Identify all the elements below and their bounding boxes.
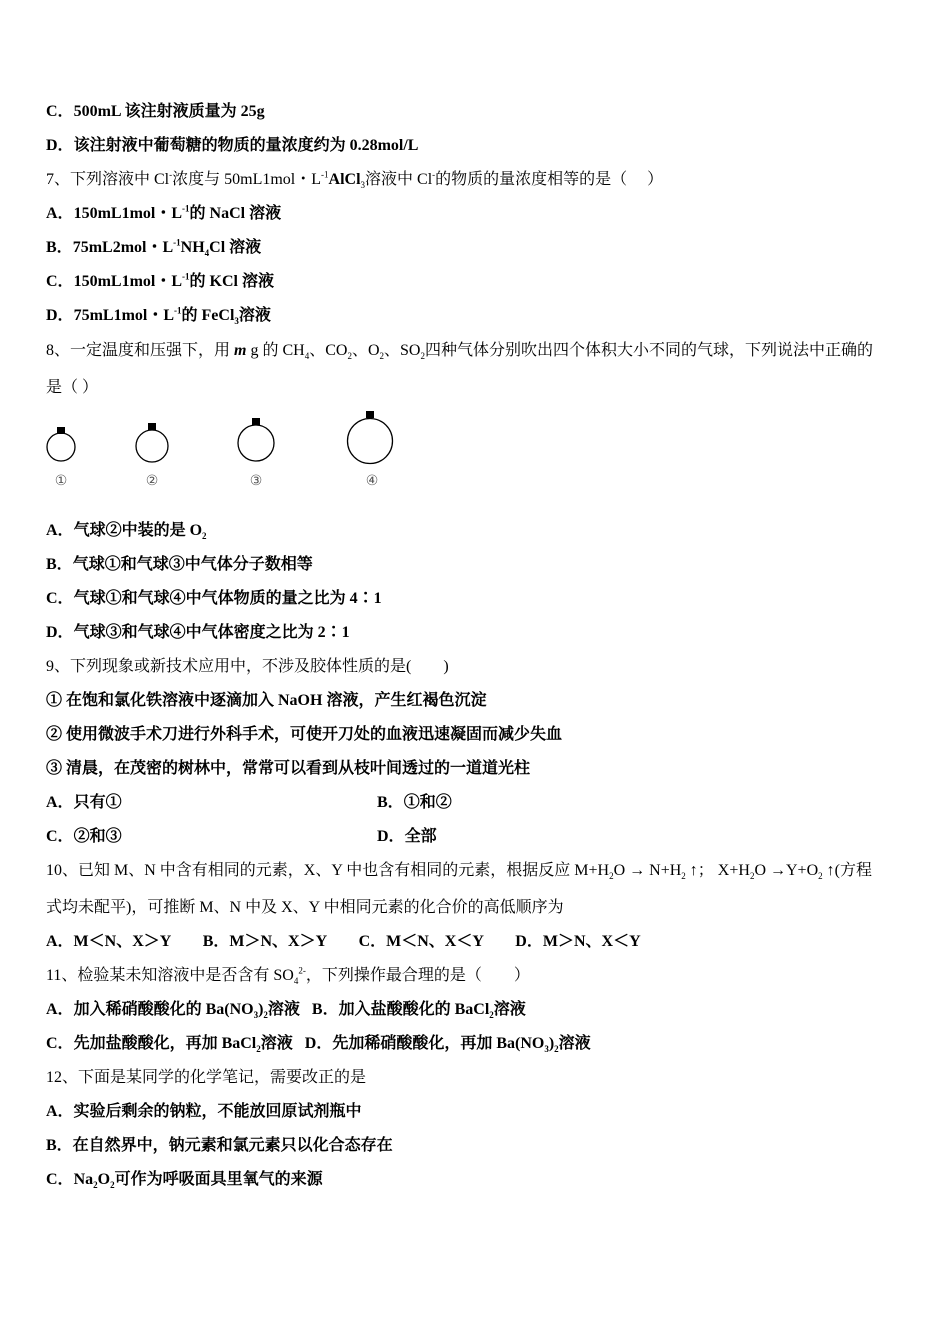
q7-option-a: A．150mL1mol・$L^{-1}$的 NaCl 溶液 xyxy=(46,203,282,222)
q12-option-b: B．在自然界中，钠元素和氯元素只以化合态存在 xyxy=(46,1137,393,1154)
q8-stem-line2: 是（ ） xyxy=(46,379,99,396)
q7-option-c: C．150mL1mol・$L^{-1}$的 KCl 溶液 xyxy=(46,271,274,290)
q9-option-a: A．只有① xyxy=(46,794,122,811)
q7-option-b: B．75mL2mol・$L^{-1}NH_4Cl$ 溶液 xyxy=(46,237,262,259)
q9-stem: 9、下列现象或新技术应用中，不涉及胶体性质的是( ) xyxy=(46,658,449,675)
q8-option-c: C．气球①和气球④中气体物质的量之比为 4∶1 xyxy=(46,590,382,607)
q9-option-c: C．②和③ xyxy=(46,828,122,845)
q11-option-a: A．加入稀硝酸酸化的 $Ba(NO_3)_2$溶液 xyxy=(46,1001,300,1021)
q9-item-1: ① 在饱和氯化铁溶液中逐滴加入 NaOH 溶液，产生红褐色沉淀 xyxy=(46,692,487,709)
q11-stem: 11、检验某未知溶液中是否含有 $SO_4^{2-}$，下列操作最合理的是（ ） xyxy=(46,965,530,987)
balloon-2-label: ② xyxy=(145,473,159,489)
q10-stem: 10、已知 M、N 中含有相同的元素，X、Y 中也含有相同的元素，根据反应 $M+H_2O \to N+H_2$ ↑； $X+H_2O \to Y+O_2$ ↑(方程 xyxy=(46,862,872,882)
q11-options-ab xyxy=(46,1000,526,1020)
q12-option-a: A．实验后剩余的钠粒，不能放回原试剂瓶中 xyxy=(46,1103,362,1120)
balloon-3 xyxy=(238,418,274,489)
q12-option-c: C．$Na_2O_2$可作为呼吸面具里氧气的来源 xyxy=(46,1171,323,1191)
q7-stem: 7、下列溶液中 Cl-浓度与 50mL1mol・$L^{-1}AlCl_3$溶液中 Cl-的物质的量浓度相等的是（ ） xyxy=(46,169,664,191)
balloon-2 xyxy=(136,423,168,489)
q9-options-row1 xyxy=(46,793,122,813)
q9-option-d: D．全部 xyxy=(377,828,437,845)
balloon-3-label: ③ xyxy=(249,473,263,489)
q7-option-d: D．75mL1mol・$L^{-1}$的 FeCl$_3$溶液 xyxy=(46,305,271,327)
balloon-1-label: ① xyxy=(54,473,68,489)
q11-option-c: C．先加盐酸酸化，再加 BaCl$_2$溶液 xyxy=(46,1035,293,1055)
q11-option-b: B．加入盐酸酸化的 BaCl$_2$溶液 xyxy=(311,1001,526,1021)
q8-option-a: A．气球②中装的是 $O_2$ xyxy=(46,522,207,542)
q9-item-2: ② 使用微波手术刀进行外科手术，可使开刀处的血液迅速凝固而减少失血 xyxy=(46,726,563,743)
q11-options-cd xyxy=(46,1034,591,1054)
balloon-4 xyxy=(348,411,393,489)
q8-option-b: B．气球①和气球③中气体分子数相等 xyxy=(46,556,313,573)
q9-item-3: ③ 清晨，在茂密的树林中，常常可以看到从枝叶间透过的一道道光柱 xyxy=(46,760,531,777)
q9-option-b: B．①和② xyxy=(377,794,452,811)
q6-option-d: D．该注射液中葡萄糖的物质的量浓度约为 0.28mol/L xyxy=(46,137,419,154)
q12-stem: 12、下面是某同学的化学笔记，需要改正的是 xyxy=(46,1069,367,1086)
q10-stem-line2: 式均未配平)，可推断 M、N 中及 X、Y 中相同元素的化合价的高低顺序为 xyxy=(46,899,564,916)
balloon-figure xyxy=(46,410,406,500)
q8-option-d: D．气球③和气球④中气体密度之比为 2∶1 xyxy=(46,624,350,641)
balloon-1 xyxy=(47,427,75,489)
q11-option-d: D．先加稀硝酸酸化，再加 $Ba(NO_3)_2$溶液 xyxy=(304,1035,591,1055)
balloon-4-label: ④ xyxy=(365,473,379,489)
q8-stem: 8、一定温度和压强下，用 m g 的 $CH_4$、$CO_2$、$O_2$、$SO_2$四种气体分别吹出四个体积大小不同的气球，下列说法中正确的 xyxy=(46,342,873,362)
q6-option-c: C．500mL 该注射液质量为 25g xyxy=(46,103,265,120)
q10-options: A．M＜N、X＞Y B．M＞N、X＞Y C．M＜N、X＜Y D．M＞N、X＜Y xyxy=(46,933,641,950)
